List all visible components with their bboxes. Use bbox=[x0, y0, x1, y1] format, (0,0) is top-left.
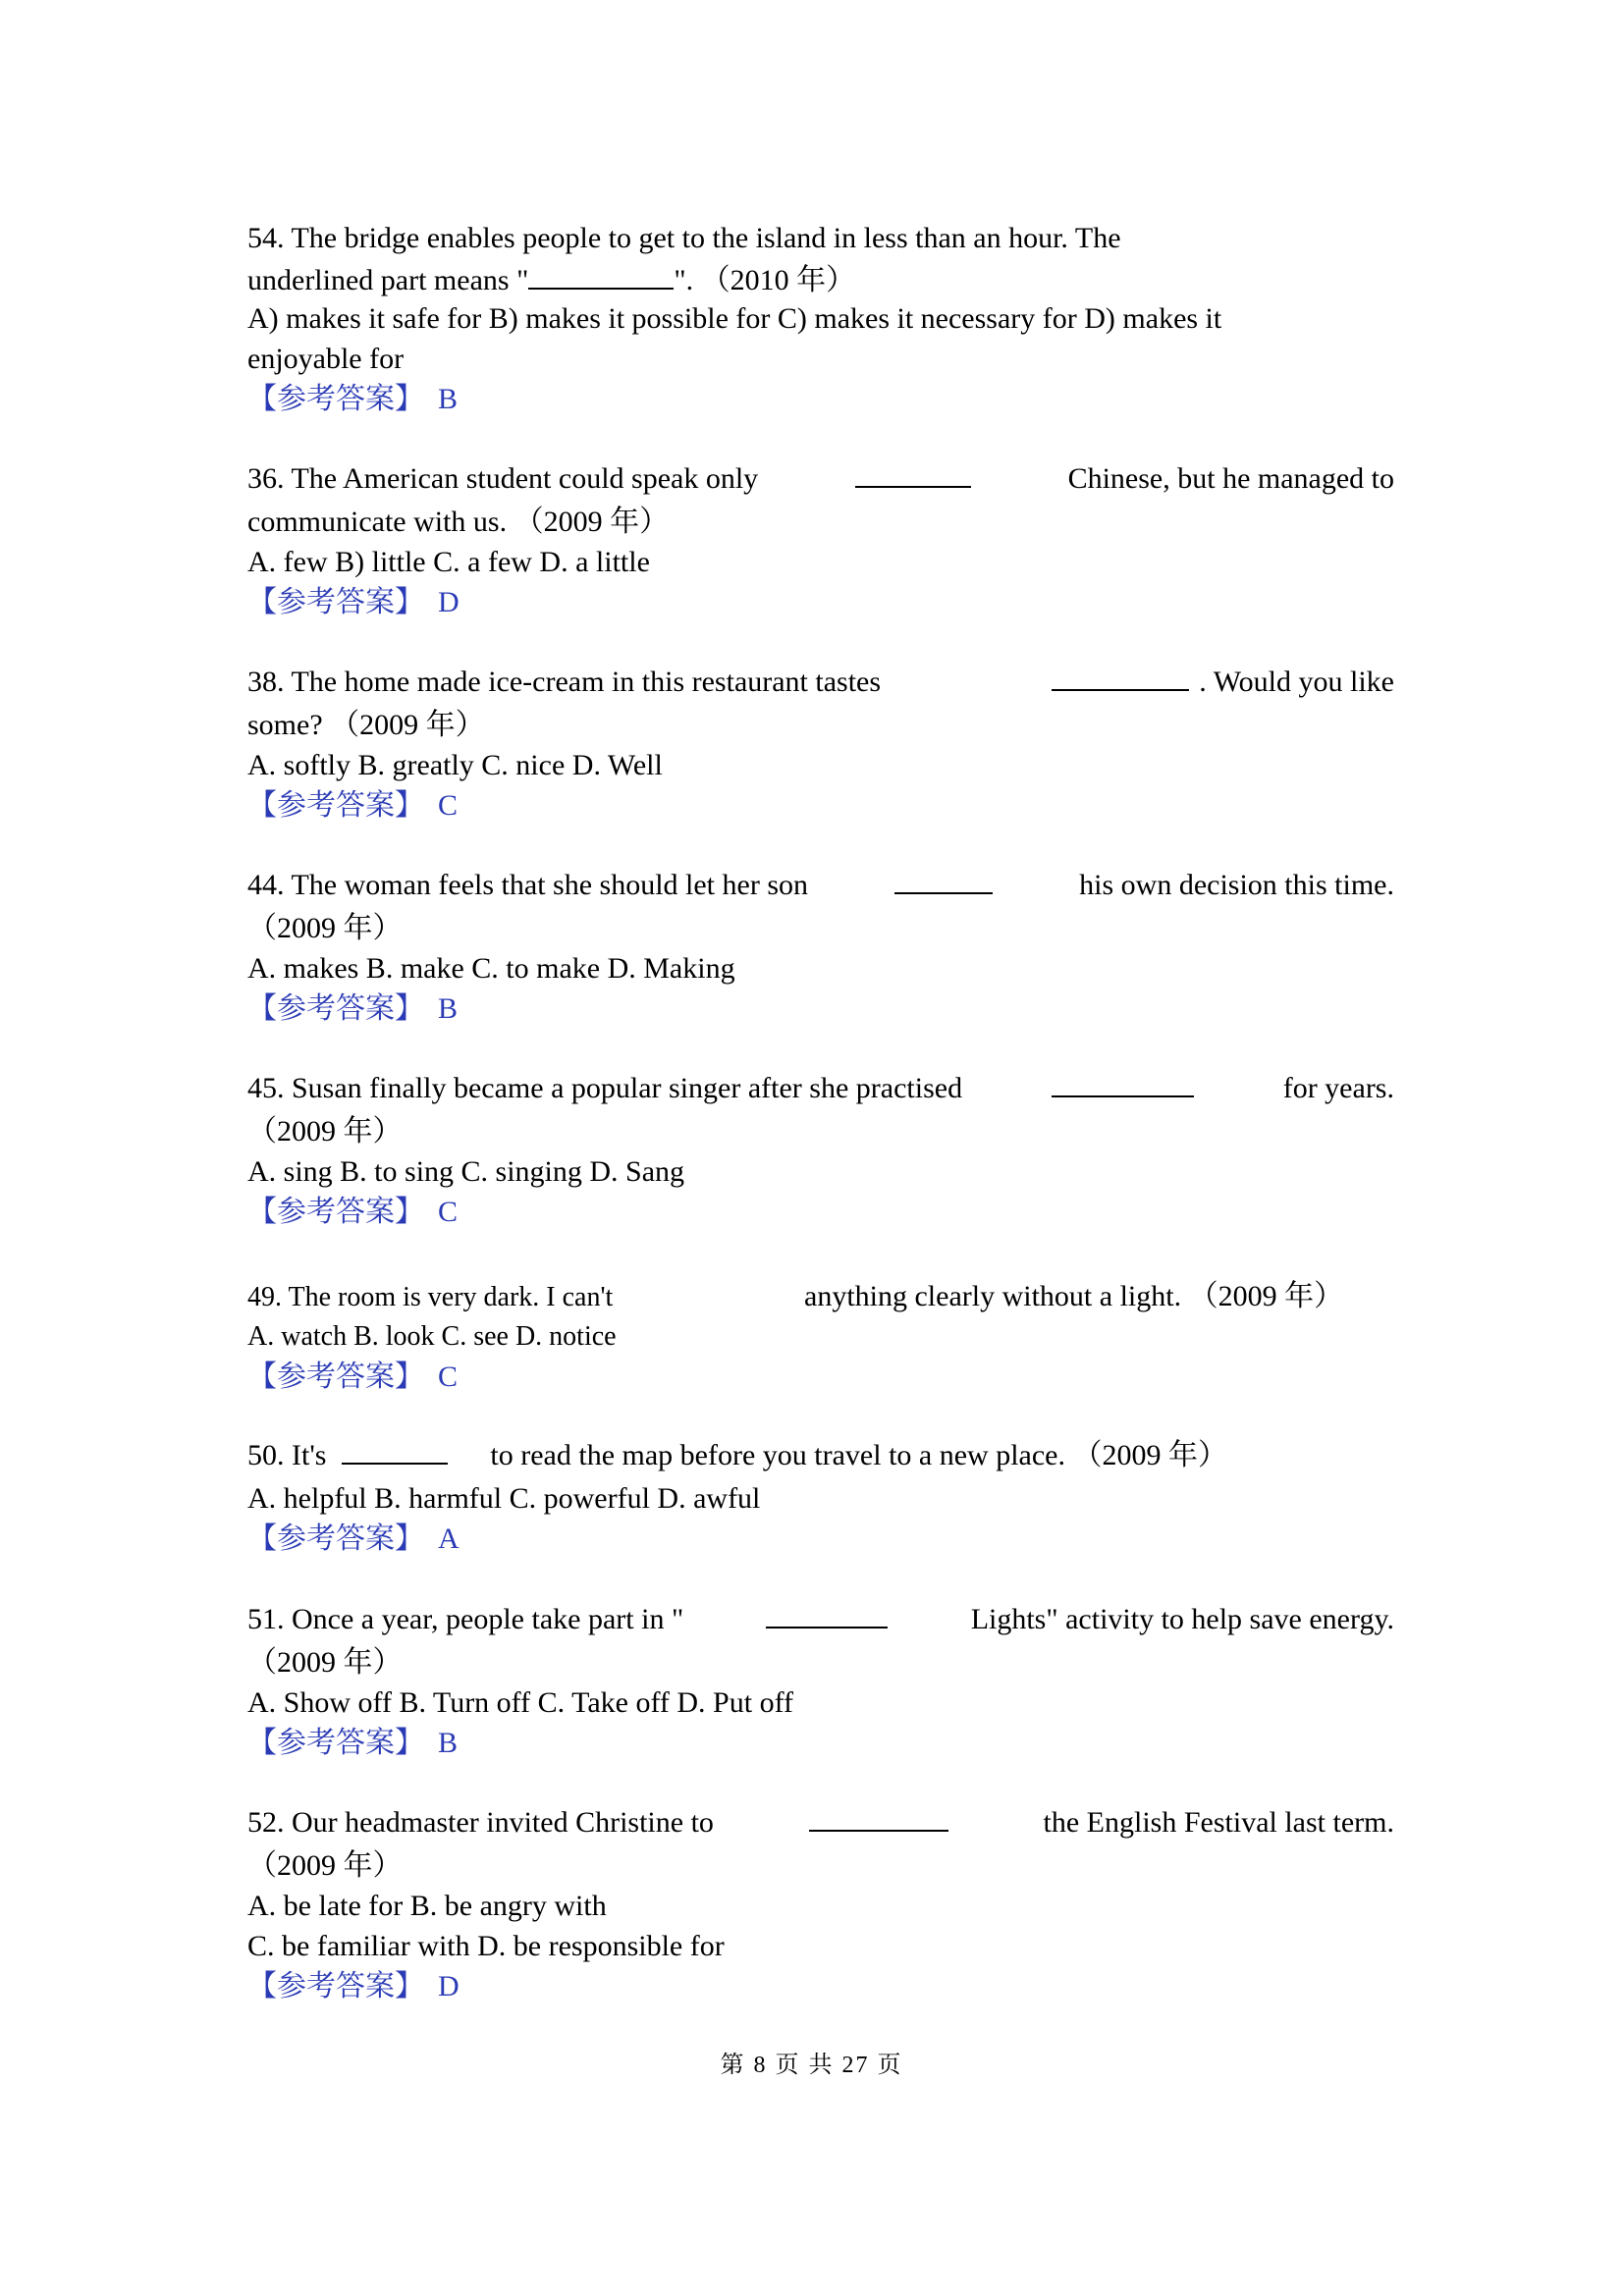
answer-label: 【参考答案】 bbox=[247, 992, 424, 1025]
q52-line1-pre: 52. Our headmaster invited Christine to bbox=[247, 1806, 714, 1839]
q36-line2: communicate with us. （2009 年） bbox=[247, 506, 670, 538]
question-49 bbox=[247, 1276, 1394, 1397]
answer-letter: D bbox=[438, 586, 460, 618]
q50-line1-pre: 50. It's bbox=[247, 1439, 327, 1471]
answer-letter: C bbox=[438, 1196, 459, 1228]
q51-line1 bbox=[247, 1597, 1394, 1642]
q44-line2: （2009 年） bbox=[247, 912, 403, 944]
question-38 bbox=[247, 660, 1394, 826]
q50-line1 bbox=[247, 1433, 1394, 1478]
answer-label: 【参考答案】 bbox=[247, 1970, 424, 2002]
q54-line2-pre: underlined part means " bbox=[247, 264, 529, 296]
q51-line1-pre: 51. Once a year, people take part in " bbox=[247, 1603, 684, 1635]
q54-options: A) makes it safe for B) makes it possible for C) makes it necessary for D) makes it bbox=[247, 302, 1222, 335]
q51-line1-post: Lights" activity to help save energy. bbox=[970, 1603, 1394, 1635]
q49-options: A. watch B. look C. see D. notice bbox=[247, 1321, 617, 1352]
answer-letter: D bbox=[438, 1970, 460, 2002]
q54-blank bbox=[528, 258, 674, 290]
q36-answer bbox=[247, 582, 1394, 622]
q45-line2: （2009 年） bbox=[247, 1115, 403, 1148]
q51-options: A. Show off B. Turn off C. Take off D. Put off bbox=[247, 1686, 794, 1719]
q50-options: A. helpful B. harmful C. powerful D. awful bbox=[247, 1482, 761, 1515]
q51-line2: （2009 年） bbox=[247, 1646, 403, 1679]
q38-tail bbox=[1052, 660, 1394, 702]
q51-answer bbox=[247, 1723, 1394, 1763]
q45-line1-pre: 45. Susan finally became a popular singer after she practised bbox=[247, 1072, 963, 1104]
q54-line2-post: ". （2010 年） bbox=[674, 264, 856, 296]
question-51 bbox=[247, 1597, 1394, 1763]
q54-line1: 54. The bridge enables people to get to the island in less than an hour. The bbox=[247, 222, 1121, 254]
q38-line1-pre: 38. The home made ice-cream in this restaurant tastes bbox=[247, 666, 882, 698]
question-44 bbox=[247, 863, 1394, 1029]
q54-line2 bbox=[247, 258, 1394, 298]
q38-options: A. softly B. greatly C. nice D. Well bbox=[247, 749, 663, 781]
q49-line1-pre: 49. The room is very dark. I can't bbox=[247, 1282, 614, 1312]
q52-blank bbox=[809, 1800, 948, 1832]
q36-options: A. few B) little C. a few D. a little bbox=[247, 546, 650, 578]
q50-line1-post: to read the map before you travel to a new place. （2009 年） bbox=[490, 1439, 1227, 1471]
answer-label: 【参考答案】 bbox=[247, 383, 424, 415]
answer-label: 【参考答案】 bbox=[247, 1522, 424, 1555]
page-footer: 第 8 页 共 27 页 bbox=[720, 2053, 903, 2078]
question-54 bbox=[247, 218, 1394, 419]
q51-blank bbox=[766, 1597, 888, 1629]
question-36 bbox=[247, 456, 1394, 622]
answer-label: 【参考答案】 bbox=[247, 1196, 424, 1228]
q44-blank bbox=[894, 863, 993, 894]
q49-line1 bbox=[247, 1276, 1394, 1316]
question-52 bbox=[247, 1800, 1394, 2006]
q36-blank bbox=[855, 456, 971, 488]
q54-answer bbox=[247, 379, 1394, 419]
answer-letter: C bbox=[438, 789, 459, 822]
q52-line2: （2009 年） bbox=[247, 1849, 403, 1882]
q50-blank bbox=[342, 1433, 448, 1465]
q54-options-cont: enjoyable for bbox=[247, 343, 405, 375]
q45-answer bbox=[247, 1192, 1394, 1232]
q44-line1-post: his own decision this time. bbox=[1079, 869, 1394, 901]
q52-line1-post: the English Festival last term. bbox=[1043, 1806, 1394, 1839]
q38-line2: some? （2009 年） bbox=[247, 709, 485, 741]
q49-answer bbox=[247, 1357, 1394, 1397]
q36-line1 bbox=[247, 456, 1394, 502]
q38-line1 bbox=[247, 660, 1394, 705]
q52-line1 bbox=[247, 1800, 1394, 1845]
q36-line1-post: Chinese, but he managed to bbox=[1067, 462, 1394, 495]
q44-options: A. makes B. make C. to make D. Making bbox=[247, 952, 735, 985]
q50-answer bbox=[247, 1519, 1394, 1559]
q44-line1 bbox=[247, 863, 1394, 908]
q38-blank bbox=[1052, 660, 1189, 691]
question-45 bbox=[247, 1066, 1394, 1232]
answer-letter: B bbox=[438, 1727, 459, 1759]
q44-line1-pre: 44. The woman feels that she should let her son bbox=[247, 869, 808, 901]
answer-label: 【参考答案】 bbox=[247, 789, 424, 822]
q45-line1 bbox=[247, 1066, 1394, 1111]
q45-options: A. sing B. to sing C. singing D. Sang bbox=[247, 1155, 685, 1188]
q52-answer bbox=[247, 1966, 1394, 2006]
q52-options-2: C. be familiar with D. be responsible for bbox=[247, 1930, 725, 1962]
answer-label: 【参考答案】 bbox=[247, 1727, 424, 1759]
q38-answer bbox=[247, 785, 1394, 826]
q45-blank bbox=[1052, 1066, 1194, 1097]
answer-letter: B bbox=[438, 992, 459, 1025]
answer-label: 【参考答案】 bbox=[247, 586, 424, 618]
answer-letter: B bbox=[438, 383, 459, 415]
answer-letter: C bbox=[438, 1361, 459, 1393]
q44-answer bbox=[247, 988, 1394, 1029]
answer-label: 【参考答案】 bbox=[247, 1361, 424, 1393]
q36-line1-pre: 36. The American student could speak only bbox=[247, 462, 759, 495]
q49-line1-post: anything clearly without a light. （2009 年） bbox=[804, 1280, 1344, 1312]
q52-options-1: A. be late for B. be angry with bbox=[247, 1890, 607, 1922]
question-50 bbox=[247, 1433, 1394, 1559]
answer-letter: A bbox=[438, 1522, 460, 1555]
q45-line1-post: for years. bbox=[1282, 1072, 1394, 1104]
q38-line1-post: . Would you like bbox=[1199, 666, 1394, 698]
